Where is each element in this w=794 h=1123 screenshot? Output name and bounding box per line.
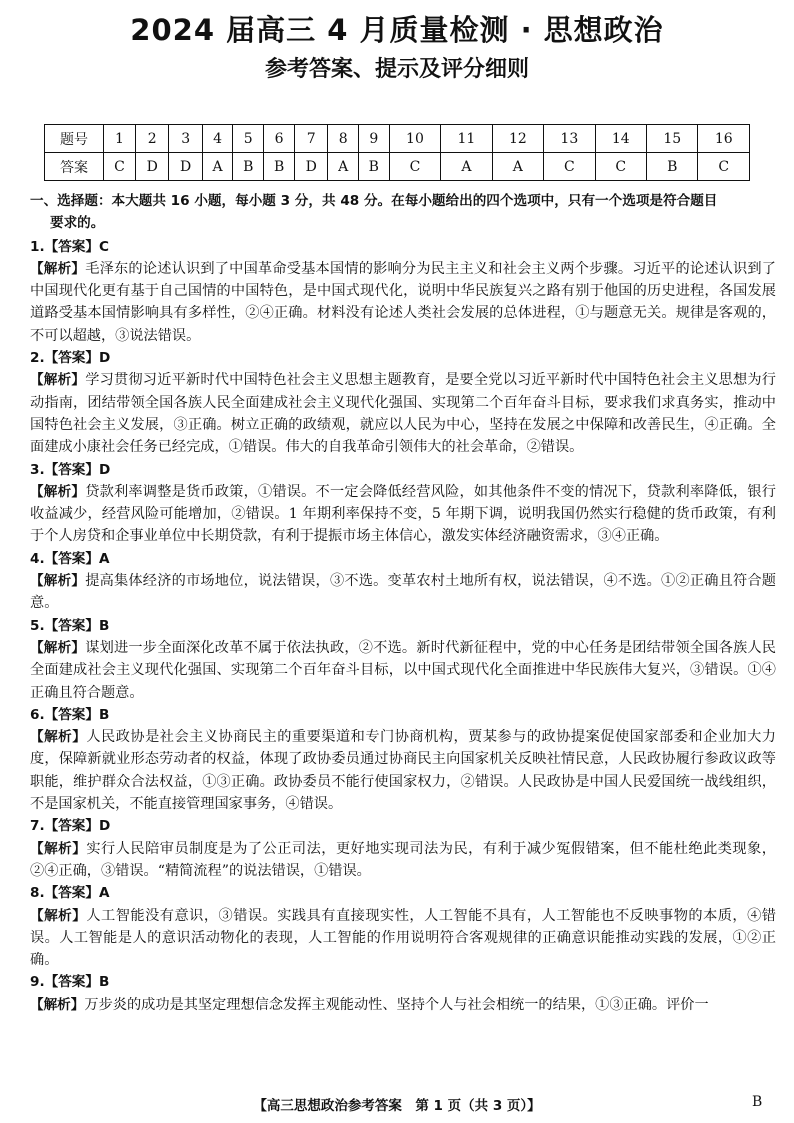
question-block	[30, 882, 776, 971]
analysis-text	[30, 258, 776, 347]
analysis-label: 【解析】	[30, 840, 87, 857]
table-answer-cell: D	[169, 153, 202, 181]
analysis-body: 谋划进一步全面深化改革不属于依法执政，②不选。新时代新征程中，党的中心任务是团结带领全国各族人民全面建成社会主义现代化强国、实现第二个百年奋斗目标，以中国式现代化全面推进中华民族伟大复兴，③错误。①④正确且符合题意。	[30, 639, 776, 701]
table-number-cell: 3	[169, 125, 202, 153]
table-answer-cell: C	[104, 153, 136, 181]
answer-label: 【答案】	[44, 238, 99, 255]
answer-line	[30, 882, 776, 904]
answer-line	[30, 815, 776, 837]
question-number: 6.	[30, 706, 45, 723]
table-header-answer: 答案	[45, 153, 104, 181]
page-subtitle: 参考答案、提示及评分细则	[264, 57, 529, 82]
question-number: 4.	[30, 550, 45, 567]
answer-value: B	[99, 706, 110, 723]
table-answer-cell: A	[328, 153, 358, 181]
table-number-cell: 11	[441, 125, 492, 153]
table-answer-cell: B	[358, 153, 389, 181]
analysis-label: 【解析】	[30, 483, 86, 500]
answer-value: B	[99, 617, 110, 634]
question-block	[30, 236, 776, 347]
question-number: 7.	[30, 818, 45, 835]
table-answer-cell: B	[264, 153, 295, 181]
analysis-text	[30, 994, 776, 1016]
answer-value: D	[99, 461, 111, 478]
answer-line	[30, 548, 776, 570]
table-number-cell: 16	[698, 125, 750, 153]
answer-line	[30, 459, 776, 481]
analysis-body: 实行人民陪审员制度是为了公正司法，更好地实现司法为民，有利于减少冤假错案，但不能杜绝此类现象，②④正确，③错误。“精简流程”的说法错误，①错误。	[30, 840, 776, 879]
section-heading	[30, 190, 776, 235]
answer-label: 【答案】	[44, 706, 99, 723]
analysis-body: 提高集体经济的市场地位，说法错误，③不选。变革农村土地所有权，说法错误，④不选。①②正确且符合题意。	[30, 573, 776, 612]
question-block	[30, 459, 776, 548]
answer-line	[30, 704, 776, 726]
table-number-cell: 8	[328, 125, 358, 153]
table-number-cell: 10	[389, 125, 440, 153]
table-answer-cell: A	[492, 153, 543, 181]
analysis-body: 贷款利率调整是货币政策，①错误。不一定会降低经营风险，如其他条件不变的情况下，贷款利率降低，银行收益减少，经营风险可能增加，②错误。1 年期利率保持不变，5 年期下调，说明我国仍然实行稳健的货币政策，有利于个人房贷和企事业单位中长期贷款，有利于提振市场主体信心，激发实体经济融资需求，③④正确。	[30, 483, 776, 545]
answer-table	[44, 124, 750, 181]
analysis-text	[30, 905, 776, 972]
answer-value: D	[99, 818, 111, 835]
answer-label: 【答案】	[44, 461, 99, 478]
answer-label: 【答案】	[44, 350, 99, 367]
question-number: 3.	[30, 461, 45, 478]
question-number: 8.	[30, 885, 45, 902]
analysis-label: 【解析】	[30, 907, 87, 924]
answer-table-answer-row	[45, 153, 750, 181]
table-answer-cell: A	[441, 153, 492, 181]
analysis-text	[30, 481, 776, 548]
answer-explanations	[30, 190, 776, 1016]
section-heading-line2: 要求的。	[50, 215, 105, 232]
paper-version-mark: B	[752, 1094, 763, 1110]
answer-value: B	[99, 974, 110, 991]
answer-line	[30, 971, 776, 993]
analysis-text	[30, 637, 776, 704]
question-block	[30, 615, 776, 704]
question-number: 9.	[30, 974, 45, 991]
table-answer-cell: C	[389, 153, 440, 181]
table-number-cell: 1	[104, 125, 136, 153]
section-heading-line1: 一、选择题：本大题共 16 小题，每小题 3 分，共 48 分。在每小题给出的四个选项中，只有一个选项是符合题目	[30, 193, 718, 209]
question-block	[30, 347, 776, 458]
question-number: 5.	[30, 617, 45, 634]
answer-label: 【答案】	[44, 818, 99, 835]
question-number: 2.	[30, 350, 45, 367]
analysis-body: 毛泽东的论述认识到了中国革命受基本国情的影响分为民主主义和社会主义两个步骤。习近平的论述认识到了中国现代化更有基于自己国情的中国特色，是中国式现代化，说明中华民族复兴之路有别于他国的历史进程，各国发展道路受基本国情影响具有多样性，②④正确。材料没有论述人类社会发展的总体进程，①与题意无关。规律是客观的，不可以超越，③说法错误。	[30, 260, 776, 344]
table-number-cell: 6	[264, 125, 295, 153]
analysis-label: 【解析】	[30, 729, 87, 746]
table-header-number: 题号	[45, 125, 104, 153]
answer-value: C	[99, 238, 109, 255]
table-answer-cell: C	[544, 153, 595, 181]
table-number-cell: 14	[595, 125, 646, 153]
analysis-text	[30, 369, 776, 458]
analysis-label: 【解析】	[30, 996, 85, 1013]
table-number-cell: 5	[233, 125, 264, 153]
analysis-body: 学习贯彻习近平新时代中国特色社会主义思想主题教育，是要全党以习近平新时代中国特色社会主义思想为行动指南，团结带领全国各族人民全面建成社会主义现代化强国、实现第二个百年奋斗目标，要求我们求真务实，推动中国特色社会主义发展，③正确。树立正确的政绩观，就应以人民为中心，坚持在发展之中保障和改善民生，④正确。全面建成小康社会任务已经完成，①错误。伟大的自我革命引领伟大的社会革命，②错误。	[30, 372, 776, 456]
table-answer-cell: B	[233, 153, 264, 181]
table-number-cell: 15	[647, 125, 698, 153]
answer-label: 【答案】	[44, 885, 99, 902]
answer-line	[30, 347, 776, 369]
table-answer-cell: C	[595, 153, 646, 181]
table-answer-cell: B	[647, 153, 698, 181]
answer-line	[30, 615, 776, 637]
analysis-text	[30, 570, 776, 615]
analysis-body: 万步炎的成功是其坚定理想信念发挥主观能动性、坚持个人与社会相统一的结果，①③正确。评价一	[84, 996, 709, 1013]
table-number-cell: 2	[136, 125, 169, 153]
analysis-label: 【解析】	[30, 260, 86, 277]
page-footer: 【高三思想政治参考答案 第 1 页（共 3 页）】	[253, 1098, 541, 1114]
question-block	[30, 971, 776, 1016]
analysis-label: 【解析】	[30, 639, 86, 656]
answer-label: 【答案】	[44, 974, 99, 991]
analysis-label: 【解析】	[30, 372, 86, 389]
question-number: 1.	[30, 238, 45, 255]
table-number-cell: 7	[295, 125, 328, 153]
table-number-cell: 9	[358, 125, 389, 153]
table-answer-cell: C	[698, 153, 750, 181]
table-answer-cell: D	[295, 153, 328, 181]
question-block	[30, 704, 776, 815]
analysis-label: 【解析】	[30, 573, 86, 590]
question-block	[30, 815, 776, 882]
analysis-text	[30, 726, 776, 815]
answer-value: D	[99, 350, 111, 367]
answer-table-number-row	[45, 125, 750, 153]
analysis-body: 人民政协是社会主义协商民主的重要渠道和专门协商机构，贾某参与的政协提案促使国家部委和企业加大力度，保障新就业形态劳动者的权益，体现了政协委员通过协商民主向国家机关反映社情民意，人民政协履行参政议政等职能，维护群众合法权益，①③正确。政协委员不能行使国家权力，②错误。人民政协是中国人民爱国统一战线组织，不是国家机关，不能直接管理国家事务，④错误。	[30, 729, 776, 813]
table-number-cell: 13	[544, 125, 595, 153]
page-title: 2024 届高三 4 月质量检测 · 思想政治	[130, 13, 664, 47]
table-number-cell: 12	[492, 125, 543, 153]
table-answer-cell: A	[202, 153, 232, 181]
analysis-body: 人工智能没有意识，③错误。实践具有直接现实性，人工智能不具有，人工智能也不反映事物的本质，④错误。人工智能是人的意识活动物化的表现，人工智能的作用说明符合客观规律的正确意识能推动实践的发展，①②正确。	[30, 907, 776, 969]
answer-label: 【答案】	[44, 550, 99, 567]
answer-value: A	[99, 885, 110, 902]
table-answer-cell: D	[136, 153, 169, 181]
answer-value: A	[99, 550, 110, 567]
analysis-text	[30, 838, 776, 883]
answer-label: 【答案】	[44, 617, 99, 634]
table-number-cell: 4	[202, 125, 232, 153]
answer-line	[30, 236, 776, 258]
question-block	[30, 548, 776, 615]
